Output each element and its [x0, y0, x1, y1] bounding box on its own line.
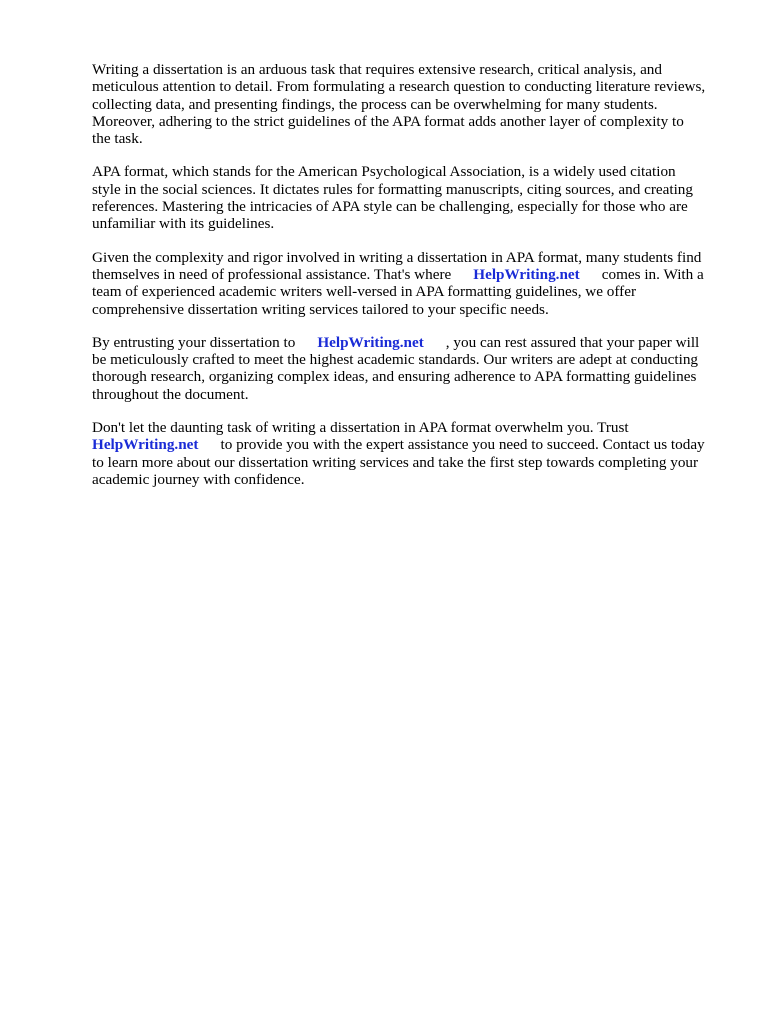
text-line: throughout the document. [92, 385, 249, 403]
document-page [92, 61, 722, 504]
text-line: meticulous attention to detail. From formulating a research question to conducting literature reviews, [92, 78, 706, 96]
text-segment: By entrusting your dissertation to [92, 333, 296, 351]
text-segment: themselves in need of professional assistance. That's where [92, 265, 452, 283]
text-line: Writing a dissertation is an arduous task that requires extensive research, critical analysis, and [92, 61, 662, 78]
text-segment: to provide you with the expert assistance you need to succeed. Contact us today [220, 436, 705, 454]
text-line: references. Mastering the intricacies of APA style can be challenging, especially for those who are [92, 198, 688, 216]
text-line: Don't let the daunting task of writing a dissertation in APA format overwhelm you. Trust [92, 419, 629, 437]
text-line: be meticulously crafted to meet the highest academic standards. Our writers are adept at conducting [92, 351, 699, 369]
text-segment: , you can rest assured that your paper will [445, 333, 700, 351]
text-line [92, 436, 722, 453]
text-line: thorough research, organizing complex ideas, and ensuring adherence to APA formatting guidelines [92, 368, 697, 386]
text-line: APA format, which stands for the American Psychological Association, is a widely used citation [92, 163, 676, 181]
text-line: Moreover, adhering to the strict guidelines of the APA format adds another layer of complexity to [92, 112, 684, 130]
text-line: unfamiliar with its guidelines. [92, 215, 275, 233]
text-line: to learn more about our dissertation writing services and take the first step towards completing your [92, 453, 699, 471]
text-line: academic journey with confidence. [92, 470, 305, 488]
text-line: comprehensive dissertation writing services tailored to your specific needs. [92, 300, 549, 318]
paragraph-call-to-action [92, 419, 722, 488]
text-line: team of experienced academic writers well-versed in APA formatting guidelines, we offer [92, 283, 637, 301]
paragraph-entrusting [92, 334, 722, 403]
text-line: collecting data, and presenting findings, the process can be overwhelming for many students. [92, 95, 658, 113]
helpwriting-link[interactable]: HelpWriting.net [317, 333, 424, 351]
helpwriting-link[interactable]: HelpWriting.net [92, 436, 199, 454]
text-line: Given the complexity and rigor involved in writing a dissertation in APA format, many students find [92, 248, 702, 266]
paragraph-apa-format [92, 163, 722, 232]
helpwriting-link[interactable]: HelpWriting.net [473, 265, 580, 283]
paragraph-intro [92, 61, 722, 147]
text-line [92, 266, 722, 283]
text-line: style in the social sciences. It dictates rules for formatting manuscripts, citing sources, and creating [92, 180, 693, 198]
text-line: the task. [92, 130, 143, 148]
text-line [92, 334, 722, 351]
paragraph-assistance [92, 249, 722, 318]
text-segment: comes in. With a [601, 265, 704, 283]
